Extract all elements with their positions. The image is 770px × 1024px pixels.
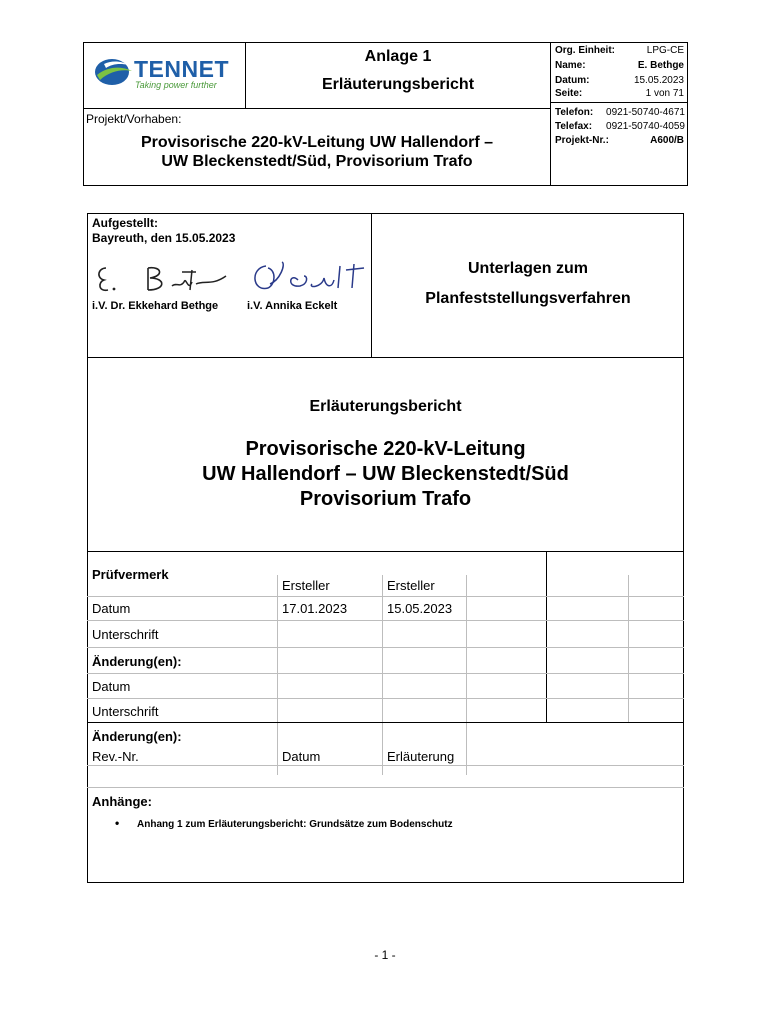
pruef-grid-h6: [87, 765, 684, 766]
projektnr-value: A600/B: [650, 135, 684, 146]
datum-row-label: Datum: [92, 601, 131, 616]
unterschrift-row-label: Unterschrift: [92, 627, 159, 642]
telefax-label: Telefax:: [555, 121, 593, 132]
cover-divider-h1: [87, 357, 684, 358]
unterlagen-line1: Unterlagen zum: [467, 260, 588, 277]
datum-label: Datum:: [555, 75, 590, 86]
cover-subtitle: Erläuterungsbericht: [309, 398, 462, 415]
signer1-name: i.V. Dr. Ekkehard Bethge: [92, 300, 219, 312]
col1-head: Ersteller: [282, 578, 330, 593]
pruef-grid-v4: [628, 575, 629, 722]
aufgestellt-place-date: Bayreuth, den 15.05.2023: [92, 231, 236, 245]
telefon-row: [555, 107, 685, 118]
telefon-value: 0921-50740-4671: [606, 107, 685, 118]
col2-head: Ersteller: [387, 578, 435, 593]
aenderung2-row-label: Änderung(en):: [92, 729, 182, 744]
rev-erlaeuterung-label: Erläuterung: [387, 749, 455, 764]
revnr-label: Rev.-Nr.: [92, 749, 139, 764]
pruef-grid-h2: [87, 620, 684, 621]
tennet-logo: [94, 56, 234, 90]
unterschrift2-row-label: Unterschrift: [92, 704, 159, 719]
pruef-grid-h7: [87, 787, 684, 788]
anhaenge-list-item: [115, 816, 453, 830]
pruef-grid-h1: [87, 596, 684, 597]
org-value: LPG-CE: [646, 45, 684, 56]
cover-divider-h2: [87, 551, 684, 552]
header-divider-mid: [83, 108, 550, 109]
signature-eckelt: [246, 258, 376, 298]
pruef-grid-h5: [87, 698, 684, 699]
projektnr-label: Projekt-Nr.:: [555, 135, 609, 146]
signer2-name: i.V. Annika Eckelt: [247, 300, 338, 312]
datum-col1: 17.01.2023: [282, 601, 348, 616]
signature-bethge: [92, 262, 232, 298]
pruef-grid-v3: [466, 575, 467, 775]
datum2-row-label: Datum: [92, 679, 131, 694]
pruef-divider-v: [546, 551, 547, 722]
tennet-logo-mark-icon: [94, 56, 134, 88]
telefon-label: Telefon:: [555, 107, 594, 118]
aenderung-row-label: Änderung(en):: [92, 654, 182, 669]
pruef-divider-h: [87, 722, 684, 723]
header-divider-logo: [245, 42, 246, 109]
pruef-grid-v1: [277, 575, 278, 775]
telefax-row: [555, 121, 685, 132]
doc-type-label: Erläuterungsbericht: [321, 76, 475, 93]
pruef-grid-v2: [382, 575, 383, 775]
datum-value: 15.05.2023: [633, 75, 684, 86]
anlage-label: Anlage 1: [364, 48, 432, 65]
aufgestellt-label: Aufgestellt:: [92, 216, 158, 230]
org-label: Org. Einheit:: [555, 45, 615, 56]
cover-title-line1: Provisorische 220-kV-Leitung: [245, 438, 526, 460]
header-divider-right: [550, 42, 551, 186]
cover-box: [87, 213, 684, 883]
logo-tagline: Taking power further: [135, 80, 217, 90]
cover-title-line2: UW Hallendorf – UW Bleckenstedt/Süd: [202, 463, 569, 485]
pruef-grid-h4: [87, 673, 684, 674]
unterlagen-line2: Planfeststellungsverfahren: [425, 290, 631, 307]
pruef-grid-h3: [87, 647, 684, 648]
anhaenge-label: Anhänge:: [92, 794, 152, 809]
logo-brand: TENNET: [134, 56, 229, 82]
name-label: Name:: [555, 60, 586, 71]
seite-value: 1 von 71: [645, 88, 684, 99]
project-title-line2: UW Bleckenstedt/Süd, Provisorium Trafo: [161, 153, 473, 170]
project-title-line1: Provisorische 220-kV-Leitung UW Hallendorf –: [140, 134, 494, 151]
bullet-icon: •: [115, 816, 120, 830]
telefax-value: 0921-50740-4059: [606, 121, 685, 132]
anhang-item-text: Anhang 1 zum Erläuterungsbericht: Grundsätze zum Bodenschutz: [137, 819, 453, 830]
pruefvermerk-label: Prüfvermerk: [92, 567, 169, 582]
cover-title-line3: Provisorium Trafo: [299, 488, 472, 510]
seite-label: Seite:: [555, 88, 583, 99]
header-divider-info: [550, 102, 688, 103]
projekt-label: Projekt/Vorhaben:: [86, 112, 182, 126]
datum-col2: 15.05.2023: [387, 601, 453, 616]
page-number: - 1 -: [374, 948, 396, 962]
name-value: E. Bethge: [637, 60, 684, 71]
rev-datum-label: Datum: [282, 749, 321, 764]
